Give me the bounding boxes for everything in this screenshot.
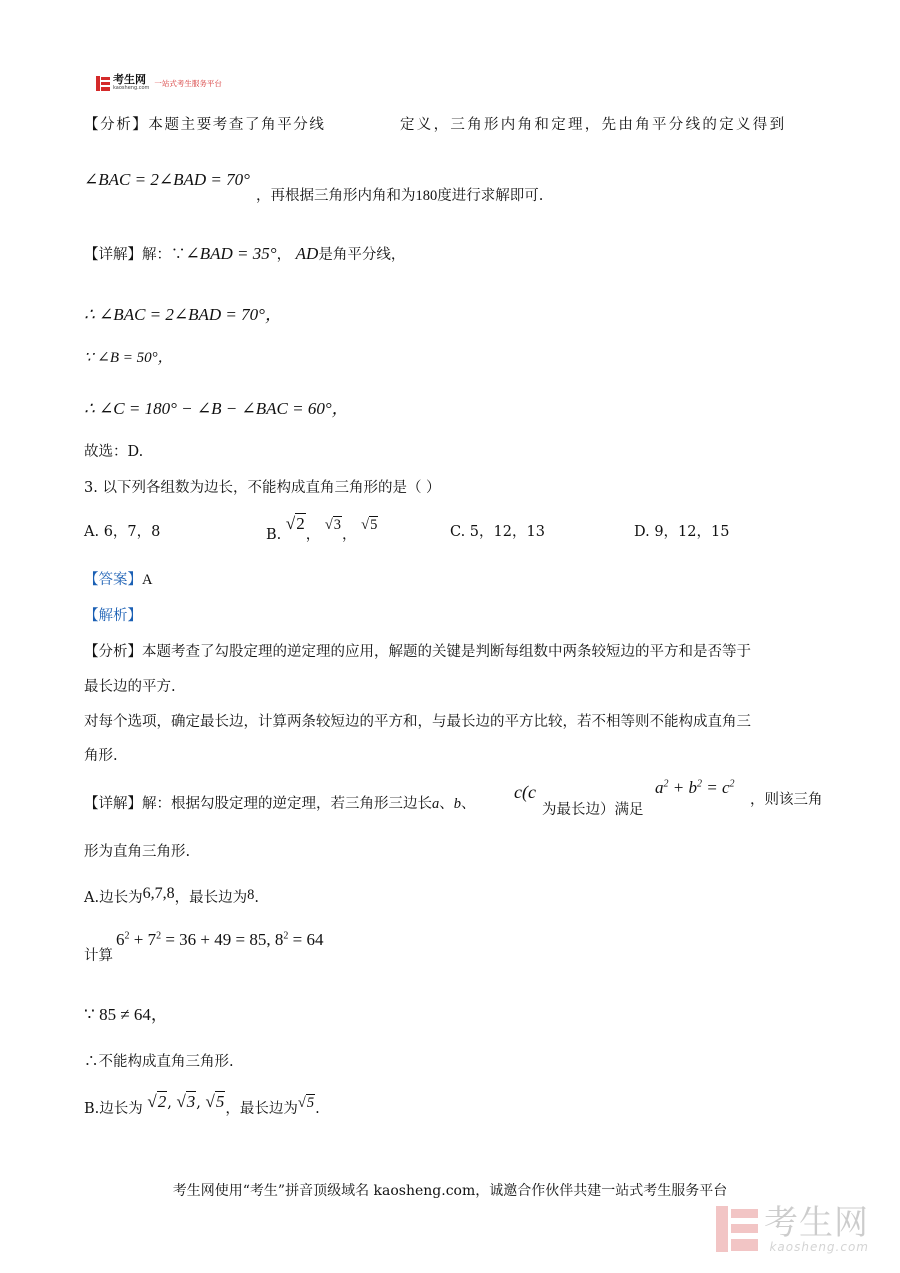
q3-option-b: B. √2， √3， √5	[266, 514, 378, 543]
q3-option-d: D. 9，12，15	[634, 524, 730, 540]
watermark-brand: 考生网 kaosheng.com	[764, 1203, 869, 1254]
q3-detail-line2: 形为直角三角形.	[84, 844, 191, 860]
q3-detail-line1b: 为最长边）满足	[542, 802, 644, 818]
q2-analysis-formula: ∠BAC = 2∠BAD = 70°	[84, 170, 250, 189]
q3-jiexi-label: 【解析】	[84, 608, 142, 624]
q2-step3: ∴ ∠C = 180° − ∠B − ∠BAC = 60°，	[84, 399, 349, 418]
header-logo	[96, 74, 222, 92]
q3-a-line: A.边长为6,7,8，最长边为8.	[84, 885, 259, 906]
q3-neq-line: ∵ 85 ≠ 64，	[84, 1005, 168, 1024]
q3-detail-line1: 【详解】解：根据勾股定理的逆定理，若三角形三边长a、b、	[84, 796, 476, 812]
q3-pythagoras-formula: $a^2 + b^2 = c^2$	[655, 778, 735, 797]
q3-conclusion: ∴不能构成直角三角形.	[84, 1054, 234, 1070]
q3-analysis-line1: 【分析】本题考查了勾股定理的逆定理的应用，解题的关键是判断每组数中两条较短边的平方和是否等于	[84, 644, 751, 660]
q2-answer: 故选：D.	[84, 444, 144, 460]
footer-text: 考生网使用“考生”拼音顶级域名 kaosheng.com，诚邀合作伙伴共建一站式考生服务平台	[172, 1183, 728, 1199]
q3-stem: 3. 以下列各组数为边长，不能构成直角三角形的是（ ）	[84, 480, 441, 496]
kaosheng-logo-icon	[96, 76, 110, 91]
q2-analysis-line1b: 定义，三角形内角和定理，先由角平分线的定义得到	[400, 117, 787, 133]
q3-analysis-line4: 角形.	[84, 748, 118, 764]
q2-detail-line: 【详解】解：∵∠BAD = 35°， AD是角平分线，	[84, 244, 406, 263]
q3-option-a: A. 6，7，8	[84, 524, 161, 540]
q3-var-c: c(c	[514, 782, 536, 802]
sqrt-symbol: √5	[361, 517, 378, 533]
q3-answer-line: 【答案】A	[84, 572, 153, 588]
q2-analysis-line2	[84, 170, 250, 190]
sqrt-symbol: √3	[324, 517, 342, 533]
q3-calc-formula: $6^2 + 7^2 = 36 + 49 = 85$, $8^2 = 64$	[116, 930, 324, 949]
sqrt-symbol: √2	[147, 1092, 167, 1111]
sqrt-symbol: √5	[205, 1092, 225, 1111]
sqrt-symbol: √5	[297, 1095, 315, 1111]
q2-analysis-line2b: ，再根据三角形内角和为180度进行求解即可.	[256, 188, 544, 204]
footer-watermark	[716, 1205, 869, 1253]
kaosheng-watermark-icon	[716, 1206, 758, 1252]
q3-calc-label: 计算	[84, 948, 113, 964]
sqrt-symbol: √2	[285, 514, 305, 533]
q3-option-c: C. 5，12，13	[450, 524, 545, 540]
answer-label: 【答案】	[84, 572, 142, 588]
q3-analysis-line3: 对每个选项，确定最长边，计算两条较短边的平方和，与最长边的平方比较，若不相等则不能构成直角三	[84, 714, 751, 730]
q3-b-line: B.边长为 √2, √3, √5，最长边为√5.	[84, 1092, 320, 1117]
q3-analysis-line2: 最长边的平方.	[84, 679, 176, 695]
logo-brand: 考生网 kaosheng.com	[113, 73, 150, 91]
q2-analysis-line1: 【分析】本题主要考查了角平分线	[84, 117, 326, 133]
logo-slogan: 一站式考生服务平台	[154, 78, 222, 88]
sqrt-symbol: √3	[176, 1092, 196, 1111]
q2-step2: ∵ ∠B = 50°，	[84, 350, 173, 366]
q2-step1: ∴ ∠BAC = 2∠BAD = 70°，	[84, 305, 282, 324]
q3-detail-line1c: ，则该三角	[750, 792, 823, 808]
